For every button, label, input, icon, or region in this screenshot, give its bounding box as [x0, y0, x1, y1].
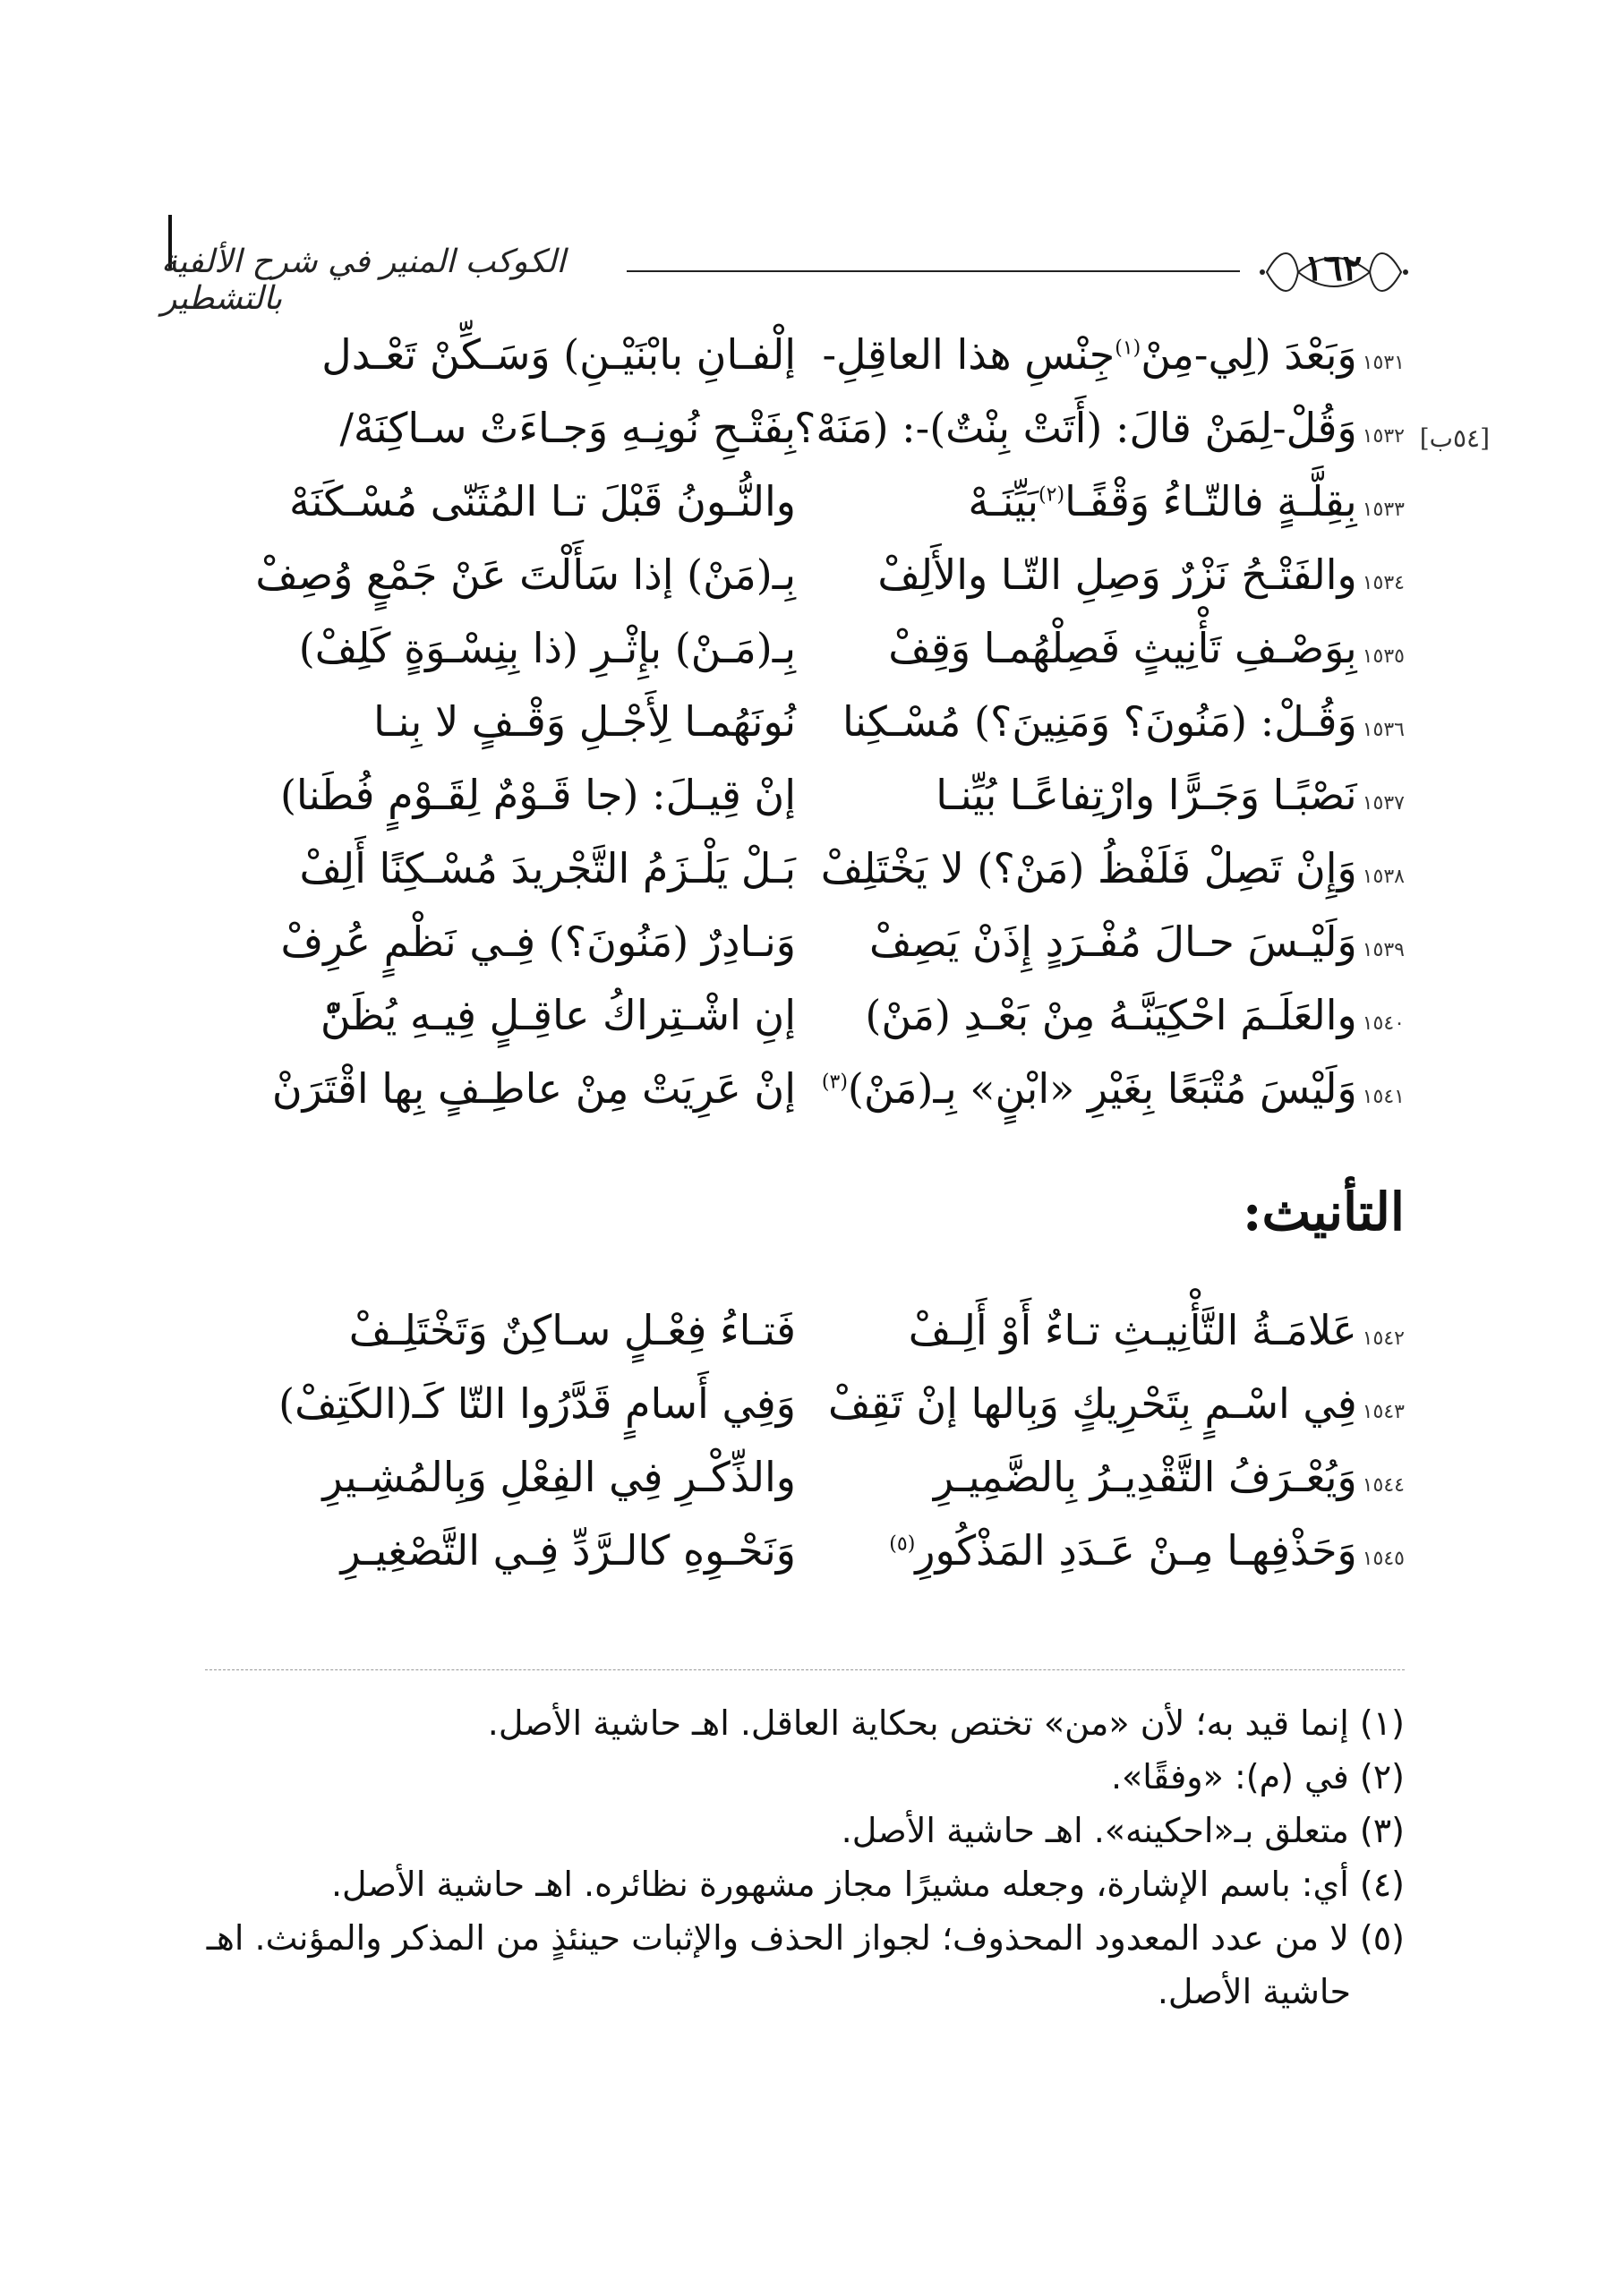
- page-number: ١٦٢: [1303, 247, 1363, 289]
- verse-first-hemistich: [814, 1453, 1405, 1501]
- verse-second-hemistich: والذِّكْـرِ فِي الفِعْلِ وَبِالمُشِـيرِ: [322, 1453, 796, 1501]
- verse-number: ١٥٣٧: [1362, 792, 1405, 815]
- hemistich-text: وَقُـلْ: (مَنُونَ؟ وَمَنِينَ؟) مُسْـكِنا: [842, 697, 1357, 746]
- footnote-text: (١) إنما قيد به؛ لأن «من» تختص بحكاية العاقل. اهـ حاشية الأصل.: [487, 1703, 1405, 1743]
- verse-number: ١٥٣١: [1362, 352, 1405, 374]
- verse-second-hemistich: بِـ(مَـنْ) بإِثْـرِ (ذا بِنِسْـوَةٍ كَلِفْ): [298, 624, 796, 672]
- verse-second-hemistich: فَتـاءُ فِعْـلٍ سـاكِنٌ وَتَخْتَلِـفْ: [348, 1306, 796, 1354]
- hemistich-text: وَحَذْفِهـا مِـنْ عَـدَدِ المَذْكُورِ: [915, 1526, 1357, 1575]
- verse-row: [205, 978, 1405, 1052]
- footnote-ref: (٢): [1039, 483, 1065, 507]
- verse-second-hemistich: بِفَتْـحِ نُونِـهِ وَجـاءَتْ سـاكِنَهْ/: [339, 404, 796, 452]
- verse-first-hemistich: [814, 551, 1405, 599]
- section-title: التأنيث:: [1243, 1182, 1405, 1242]
- verse-row: [205, 318, 1405, 391]
- verse-second-hemistich: وَفِي أَسامٍ قَدَّرُوا التّا كَـ(الكَتِفْ): [278, 1379, 796, 1428]
- hemistich-text: وَقُلْ-لِمَنْ قالَ: (أَتَتْ بِنْتٌ)-: (مَنَهْ؟: [794, 404, 1357, 452]
- verse-first-hemistich: [814, 624, 1405, 672]
- footnote-text: (٣) متعلق بـ«احكينه». اهـ حاشية الأصل.: [841, 1811, 1405, 1850]
- hemistich-text: وَبَعْدَ (لِي-مِنْ: [1141, 330, 1357, 379]
- hemistich-text: والفَتْـحُ نَزْرٌ وَصِلِ التّـا والأَلِفْ: [877, 551, 1357, 599]
- hemistich-text: وَيُعْـرَفُ التَّقْدِيـرُ بِالضَّمِيـرِ: [933, 1453, 1357, 1501]
- verse-number: ١٥٣٣: [1362, 499, 1405, 521]
- hemistich-text: بَيِّنَـهْ: [968, 477, 1039, 525]
- footnote-continuation: حاشية الأصل.: [1157, 1972, 1351, 2011]
- hemistich-text: وَلَيْسَ مُتْبَعًا بِغَيْرِ «ابْنٍ» بِـ(مَنْ): [847, 1064, 1357, 1113]
- footnotes: [205, 1696, 1405, 2019]
- verse-number: ١٥٤٣: [1362, 1401, 1405, 1423]
- verse-row: [205, 1052, 1405, 1125]
- verse-second-hemistich: إنْ عَرِيَتْ مِنْ عاطِـفٍ بِها اقْتَرَنْ: [271, 1064, 796, 1113]
- hemistich-text: والعَلَـمَ احْكِيَنَّـهُ مِنْ بَعْـدِ (مَنْ): [865, 991, 1357, 1039]
- verse-row: [205, 1293, 1405, 1367]
- footnote-ref: (١): [1115, 337, 1141, 360]
- verse-second-hemistich: بِـ(مَنْ) إذا سَأَلْتَ عَنْ جَمْعٍ وُصِفْ: [255, 551, 796, 599]
- verse-first-hemistich: [814, 477, 1405, 525]
- verse-second-hemistich: والنُّـونُ قَبْلَ تـا المُثَنّى مُسْـكَنَهْ: [289, 477, 796, 525]
- verse-block: [205, 1293, 1405, 1587]
- verse-row: [205, 832, 1405, 905]
- hemistich-text: جِنْسِ هذا العاقِلِ-: [822, 330, 1115, 379]
- footnote-ref: (٥): [889, 1532, 916, 1556]
- footnote-text: (٤) أي: باسم الإشارة، وجعله مشيرًا مجاز مشهورة نظائره. اهـ حاشية الأصل.: [330, 1865, 1405, 1904]
- footnote-text: (٢) في (م): «وفقًا».: [1110, 1757, 1405, 1797]
- verse-first-hemistich: [814, 1526, 1405, 1575]
- footnote: [205, 1696, 1405, 1750]
- verse-number: ١٥٣٨: [1362, 866, 1405, 888]
- verse-first-hemistich: [814, 697, 1405, 746]
- verse-row: [205, 611, 1405, 685]
- footnote-ref: (٣): [821, 1071, 848, 1094]
- verse-block: [205, 318, 1490, 1125]
- hemistich-text: عَلامَـةُ التَّأْنِيـثِ تـاءٌ أَوْ أَلِـفْ: [908, 1306, 1357, 1354]
- footnote: [205, 1911, 1405, 2019]
- verse-number: ١٥٤٠: [1362, 1012, 1405, 1035]
- verse-second-hemistich: إلْفـانِ بابْنَيْـنِ) وَسَـكِّنْ تَعْـدل: [321, 330, 796, 379]
- hemistich-text: وَإِنْ تَصِلْ فَلَفْظُ (مَنْ؟) لا يَخْتَلِفْ: [820, 844, 1357, 892]
- verse-second-hemistich: إنْ قِيـلَ: (جا قَـوْمٌ لِقَـوْمٍ فُطَنا): [279, 771, 796, 819]
- verse-first-hemistich: [814, 330, 1405, 379]
- verse-number: ١٥٣٢: [1362, 425, 1405, 448]
- verse-second-hemistich: بَـلْ يَلْـزَمُ التَّجْريدَ مُسْـكِنًا أَلِفْ: [299, 844, 796, 892]
- verse-second-hemistich: نُونَهُمـا لِأَجْـلِ وَقْـفٍ لا بِنـا: [373, 697, 796, 746]
- verse-number: ١٥٤٢: [1362, 1327, 1405, 1350]
- verse-number: ١٥٣٦: [1362, 719, 1405, 741]
- verse-number: ١٥٤٤: [1362, 1474, 1405, 1497]
- verse-row: [205, 1440, 1405, 1514]
- verse-first-hemistich: [814, 771, 1405, 819]
- verse-row: [205, 685, 1405, 758]
- verse-first-hemistich: [814, 1064, 1405, 1113]
- verse-row: [205, 905, 1405, 978]
- hemistich-text: بِوَصْـفِ تَأْنِيثٍ فَصِلْهُمـا وَقِفْ: [888, 624, 1357, 672]
- verse-first-hemistich: [814, 844, 1405, 892]
- verse-number: ١٥٣٥: [1362, 645, 1405, 668]
- verse-second-hemistich: إنِ اشْـتِراكُ عاقِـلٍ فِيـهِ يُظَنّْ: [320, 991, 796, 1039]
- hemistich-text: نَصْبًـا وَجَـرًّا وارْتِفاعًـا بُيِّنـا: [936, 771, 1357, 819]
- footnote: [205, 1804, 1405, 1857]
- verse-row: [205, 391, 1490, 465]
- header-rule: [627, 270, 1240, 272]
- verse-second-hemistich: وَنـادِرٌ (مَنُونَ؟) فِـي نَظْمٍ عُرِفْ: [280, 918, 796, 966]
- verse-first-hemistich: [794, 404, 1490, 453]
- footnote-separator: [205, 1669, 1405, 1670]
- verse-first-hemistich: [814, 991, 1405, 1039]
- verse-row: [205, 1514, 1405, 1587]
- footnote: [205, 1857, 1405, 1911]
- hemistich-text: بِقِلَّـةٍ فالتّـاءُ وَقْفًـا: [1064, 477, 1357, 525]
- verse-first-hemistich: [814, 1306, 1405, 1354]
- verse-number: ١٥٣٩: [1362, 939, 1405, 961]
- hemistich-text: فِي اسْـمٍ بِتَحْرِيكٍ وَبِالها إنْ تَقِفْ: [828, 1379, 1357, 1428]
- running-title: الكوكب المنير في شرح الألفية بالتشطير: [161, 243, 566, 317]
- verse-row: [205, 538, 1405, 611]
- verse-row: [205, 465, 1405, 538]
- footnote-text: (٥) لا من عدد المعدود المحذوف؛ لجواز الحذف والإثبات حينئذٍ من المذكر والمؤنث. اهـ: [206, 1918, 1405, 1958]
- verse-number: ١٥٤١: [1362, 1086, 1405, 1108]
- verse-number: ١٥٤٥: [1362, 1548, 1405, 1570]
- verse-number: ١٥٣٤: [1362, 572, 1405, 594]
- verse-first-hemistich: [814, 1379, 1405, 1428]
- hemistich-text: وَلَيْـسَ حـالَ مُفْـرَدٍ إِذَنْ يَصِفْ: [869, 918, 1357, 966]
- verse-first-hemistich: [814, 918, 1405, 966]
- verse-row: [205, 1367, 1405, 1440]
- verse-second-hemistich: وَنَحْـوِهِ كالـرَّدِّ فِـي التَّصْغِيـرِ: [340, 1526, 796, 1575]
- footnote: [205, 1750, 1405, 1804]
- page-header: [161, 224, 1410, 322]
- verse-row: [205, 758, 1405, 832]
- folio-mark: [٥٤ب]: [1419, 423, 1490, 453]
